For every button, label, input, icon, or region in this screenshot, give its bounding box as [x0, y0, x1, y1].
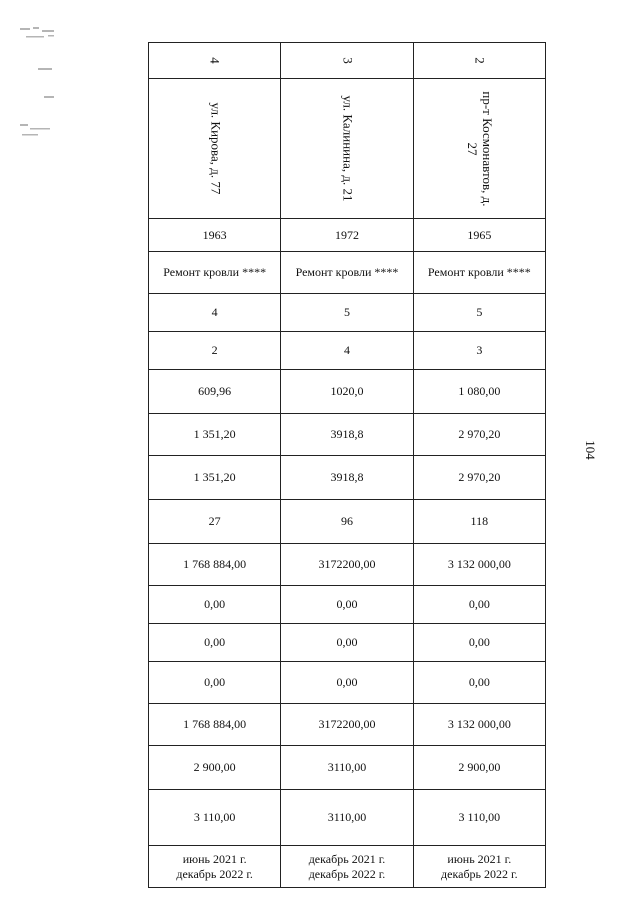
- work-type-cell: Ремонт кровли ****: [149, 252, 281, 294]
- value-cell: 0,00: [149, 624, 281, 662]
- value-cell: 5: [281, 294, 413, 332]
- value-cell: 2 970,20: [413, 456, 545, 500]
- address-row: [149, 79, 546, 219]
- value-cell: 96: [281, 500, 413, 544]
- address-cell: [149, 79, 281, 219]
- year-built-row: [149, 219, 546, 252]
- address-cell: [281, 79, 413, 219]
- address-cell: [413, 79, 545, 219]
- data-row: [149, 704, 546, 746]
- data-row: [149, 500, 546, 544]
- period-start: декабрь 2021 г.: [308, 851, 386, 866]
- period-start: июнь 2021 г.: [182, 851, 247, 866]
- data-row: [149, 456, 546, 500]
- value-cell: 3: [413, 332, 545, 370]
- data-row: [149, 414, 546, 456]
- value-cell: 118: [413, 500, 545, 544]
- value-cell: 0,00: [413, 586, 545, 624]
- value-cell: 1 768 884,00: [149, 704, 281, 746]
- value-cell: 1020,0: [281, 370, 413, 414]
- period-row: [149, 846, 546, 888]
- period-cell: [149, 846, 281, 888]
- data-row: [149, 294, 546, 332]
- value-cell: 609,96: [149, 370, 281, 414]
- data-row: [149, 790, 546, 846]
- period-cell: [413, 846, 545, 888]
- year-cell: 1972: [281, 219, 413, 252]
- value-cell: 0,00: [281, 624, 413, 662]
- value-cell: 0,00: [413, 662, 545, 704]
- value-cell: 2: [149, 332, 281, 370]
- column-number-text: 2: [472, 57, 488, 64]
- value-cell: 1 351,20: [149, 414, 281, 456]
- value-cell: 2 900,00: [413, 746, 545, 790]
- scan-artifact: [18, 24, 70, 144]
- address-text: ул. Калинина, д. 21: [340, 95, 356, 202]
- data-row: [149, 624, 546, 662]
- data-row: [149, 662, 546, 704]
- value-cell: 1 080,00: [413, 370, 545, 414]
- column-number-text: 3: [340, 57, 356, 64]
- value-cell: 0,00: [281, 662, 413, 704]
- period-end: декабрь 2022 г.: [441, 866, 518, 881]
- work-type-row: [149, 252, 546, 294]
- period-end: декабрь 2022 г.: [308, 866, 386, 881]
- period-end: декабрь 2022 г.: [176, 866, 253, 881]
- column-number-row: [149, 43, 546, 79]
- value-cell: 3 132 000,00: [413, 544, 545, 586]
- value-cell: 1 351,20: [149, 456, 281, 500]
- value-cell: 27: [149, 500, 281, 544]
- year-cell: 1963: [149, 219, 281, 252]
- value-cell: 0,00: [149, 586, 281, 624]
- value-cell: 3918,8: [281, 456, 413, 500]
- value-cell: 4: [281, 332, 413, 370]
- value-cell: 3110,00: [281, 790, 413, 846]
- column-number-text: 4: [208, 57, 224, 64]
- value-cell: 3172200,00: [281, 704, 413, 746]
- value-cell: 3172200,00: [281, 544, 413, 586]
- data-row: [149, 544, 546, 586]
- value-cell: 4: [149, 294, 281, 332]
- value-cell: 0,00: [149, 662, 281, 704]
- address-text: ул. Кирова, д. 77: [208, 102, 224, 195]
- value-cell: 3 110,00: [413, 790, 545, 846]
- work-type-cell: Ремонт кровли ****: [281, 252, 413, 294]
- page-number: 104: [583, 440, 598, 460]
- value-cell: 1 768 884,00: [149, 544, 281, 586]
- value-cell: 3 132 000,00: [413, 704, 545, 746]
- value-cell: 2 970,20: [413, 414, 545, 456]
- data-row: [149, 746, 546, 790]
- value-cell: 3918,8: [281, 414, 413, 456]
- value-cell: 3110,00: [281, 746, 413, 790]
- value-cell: 3 110,00: [149, 790, 281, 846]
- column-number: [149, 43, 281, 79]
- value-cell: 0,00: [281, 586, 413, 624]
- housing-repair-table: [148, 42, 546, 888]
- period-start: июнь 2021 г.: [447, 851, 512, 866]
- data-row: [149, 332, 546, 370]
- column-number: [281, 43, 413, 79]
- data-row: [149, 586, 546, 624]
- value-cell: 5: [413, 294, 545, 332]
- work-type-cell: Ремонт кровли ****: [413, 252, 545, 294]
- column-number: [413, 43, 545, 79]
- value-cell: 2 900,00: [149, 746, 281, 790]
- period-cell: [281, 846, 413, 888]
- data-row: [149, 370, 546, 414]
- year-cell: 1965: [413, 219, 545, 252]
- value-cell: 0,00: [413, 624, 545, 662]
- address-text: пр-т Космонавтов, д. 27: [465, 90, 496, 207]
